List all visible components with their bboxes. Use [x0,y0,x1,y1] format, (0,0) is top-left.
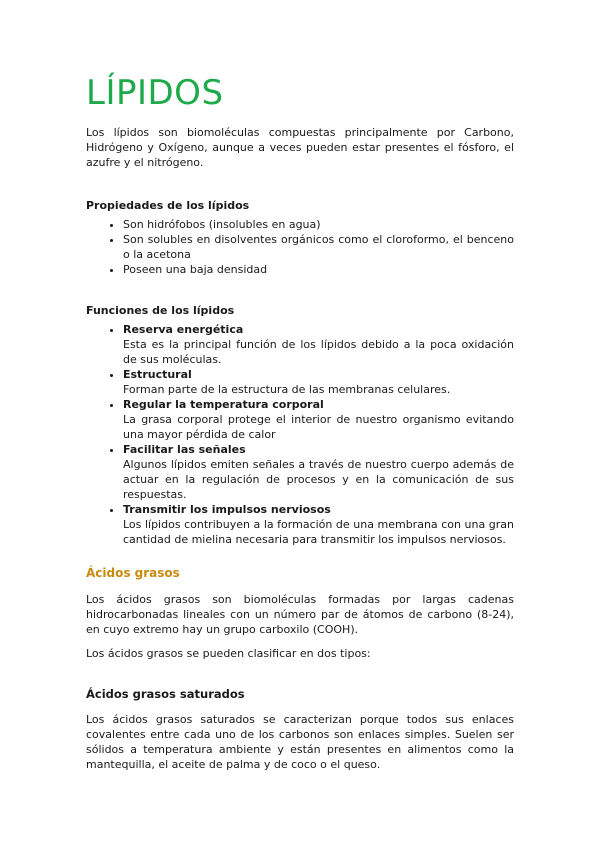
list-item: • Son hidrófobos (insolubles en agua) [123,217,514,232]
saturated-heading: Ácidos grasos saturados [86,687,245,701]
functions-heading: Funciones de los lípidos [86,304,235,317]
function-description: Los lípidos contribuyen a la formación de una membrana con una gran cantidad de mielina necesaria para transmitir los impulsos nerviosos. [123,518,514,546]
list-item [123,442,514,502]
saturated-paragraph: Los ácidos grasos saturados se caracterizan porque todos sus enlaces covalentes entre cada uno de los carbonos son enlaces simples. Suelen ser sólidos a temperatura ambiente y están presentes en alimentos como la mantequilla, el aceite de palma y de coco o el queso. [86,713,514,771]
function-name: • Facilitar las señales [123,443,246,456]
fatty-acids-heading: Ácidos grasos [86,566,180,580]
page-title: LÍPIDOS [86,73,224,113]
list-item [123,397,514,442]
function-name: • Reserva energética [123,323,244,336]
function-description: Esta es la principal función de los lípidos debido a la poca oxidación de sus moléculas. [123,338,514,366]
function-description: Forman parte de la estructura de las membranas celulares. [123,383,451,396]
document-page [86,72,514,772]
function-name: • Estructural [123,368,192,381]
list-item: • Son solubles en disolventes orgánicos como el cloroformo, el benceno o la acetona [123,232,514,262]
list-item [123,502,514,547]
functions-list [86,322,514,547]
list-item [123,322,514,367]
function-name: • Regular la temperatura corporal [123,398,324,411]
list-item: • Poseen una baja densidad [123,262,514,277]
function-name: • Transmitir los impulsos nerviosos [123,503,331,516]
fatty-acids-paragraph: Los ácidos grasos son biomoléculas formadas por largas cadenas hidrocarbonadas lineales con un número par de átomos de carbono (8-24), en cuyo extremo hay un grupo carboxilo (COOH). [86,593,514,636]
properties-heading: Propiedades de los lípidos [86,199,250,212]
function-description: Algunos lípidos emiten señales a través de nuestro cuerpo además de actuar en la regulación de procesos y en la comunicación de sus respuestas. [123,458,514,501]
fatty-acids-classification: Los ácidos grasos se pueden clasificar en dos tipos: [86,647,371,660]
properties-list [86,217,514,277]
list-item [123,367,514,397]
intro-paragraph: Los lípidos son biomoléculas compuestas principalmente por Carbono, Hidrógeno y Oxígeno, aunque a veces pueden estar presentes el fósforo, el azufre y el nitrógeno. [86,126,514,169]
function-description: La grasa corporal protege el interior de nuestro organismo evitando una mayor pérdida de calor [123,413,514,441]
